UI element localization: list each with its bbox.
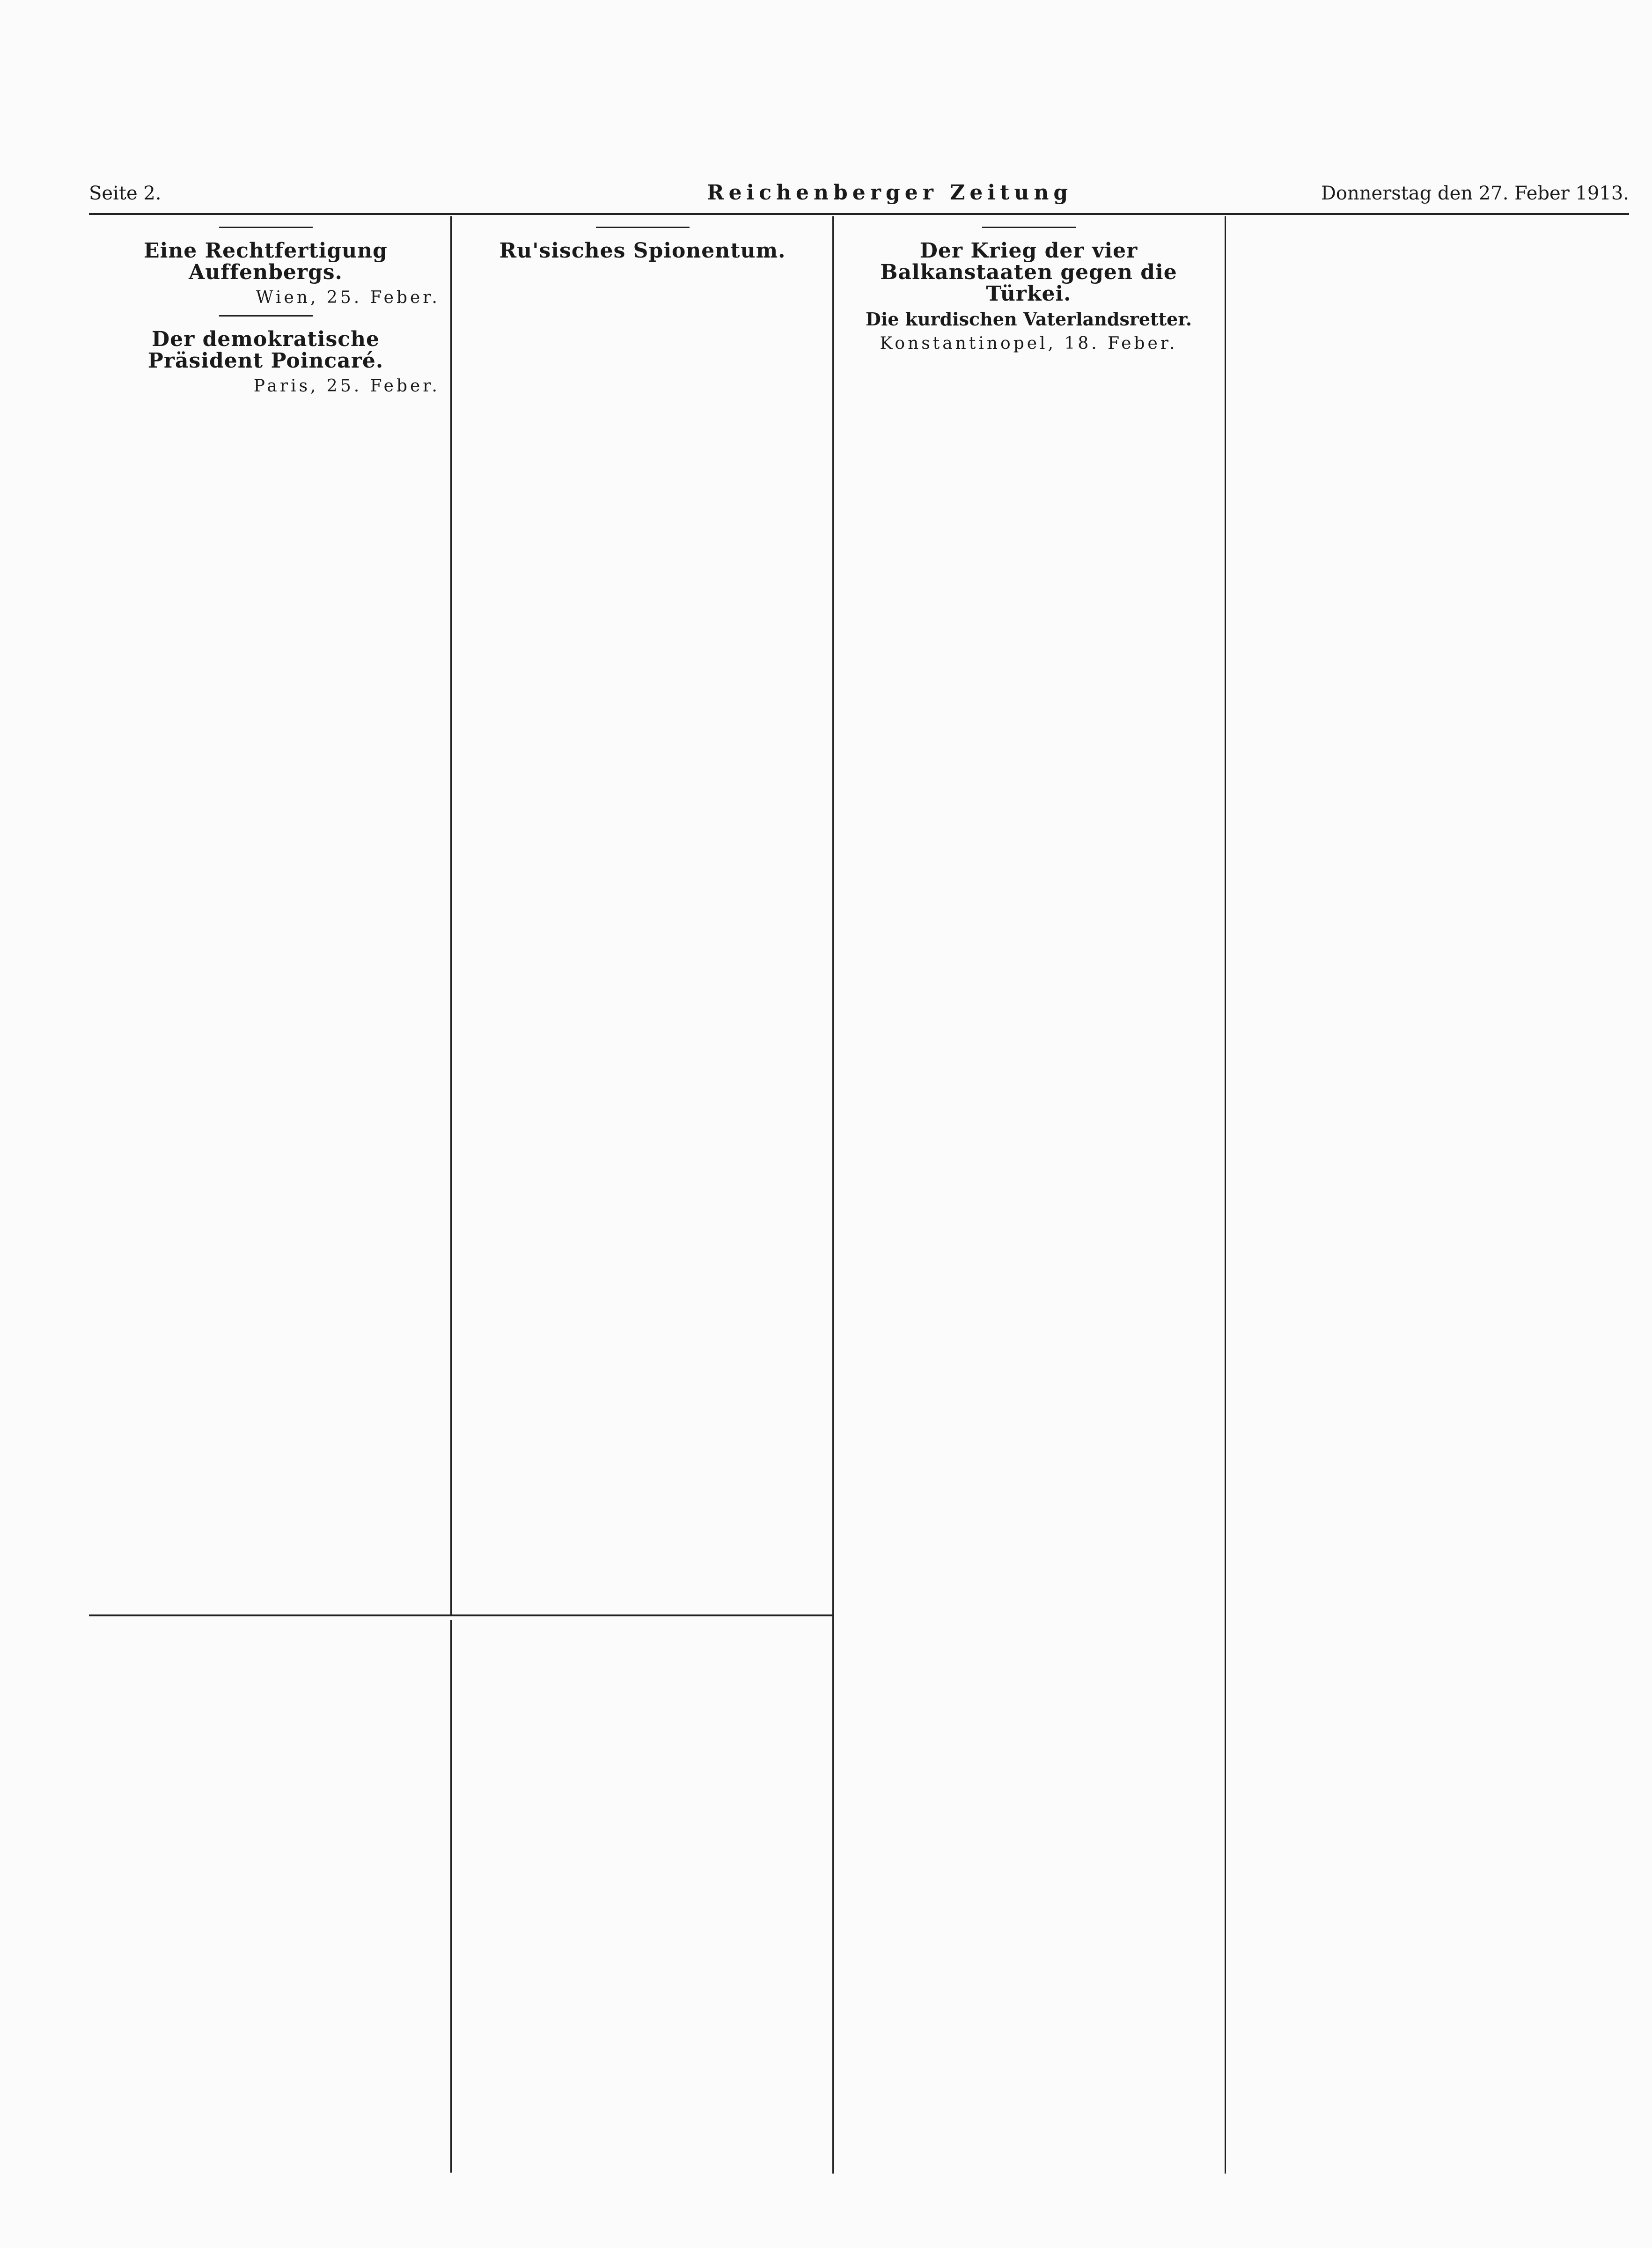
newspaper-title: Reichenberger Zeitung bbox=[707, 181, 1073, 205]
column-4 bbox=[1236, 220, 1629, 2163]
article-dateline: Wien, 25. Feber. bbox=[256, 288, 440, 307]
section-separator bbox=[219, 227, 313, 228]
article-title: Der demokratische Präsident Poincaré. bbox=[147, 327, 384, 373]
article-dateline: Konstantinopel, 18. Feber. bbox=[880, 334, 1178, 353]
section-separator bbox=[982, 227, 1076, 228]
column-divider bbox=[450, 216, 452, 1616]
column-divider bbox=[450, 1620, 452, 2173]
column-3 bbox=[843, 220, 1215, 2163]
article-title: Ru'sisches Spionentum. bbox=[499, 239, 786, 263]
issue-date: Donnerstag den 27. Feber 1913. bbox=[1321, 183, 1629, 204]
header-rule bbox=[89, 213, 1629, 215]
feuilleton-column-2 bbox=[461, 1625, 824, 2168]
article-title: Balkanstaaten gegen die Türkei. bbox=[880, 260, 1177, 306]
article-subtitle: Die kurdischen Vaterlandsretter. bbox=[865, 309, 1192, 330]
section-separator bbox=[219, 315, 313, 317]
column-1 bbox=[91, 220, 440, 1606]
article-dateline: Paris, 25. Feber. bbox=[253, 376, 440, 396]
column-divider bbox=[832, 216, 834, 2174]
feuilleton-rule bbox=[89, 1614, 833, 1616]
article-title: Eine Rechtfertigung Auffenbergs. bbox=[144, 239, 388, 284]
feuilleton-column-1 bbox=[91, 1625, 440, 2168]
column-divider bbox=[1225, 216, 1226, 2174]
page-number: Seite 2. bbox=[89, 183, 162, 204]
page-header bbox=[89, 183, 1629, 211]
article-title: Der Krieg der vier bbox=[919, 239, 1138, 263]
column-2 bbox=[461, 220, 824, 1606]
section-separator bbox=[596, 227, 690, 228]
